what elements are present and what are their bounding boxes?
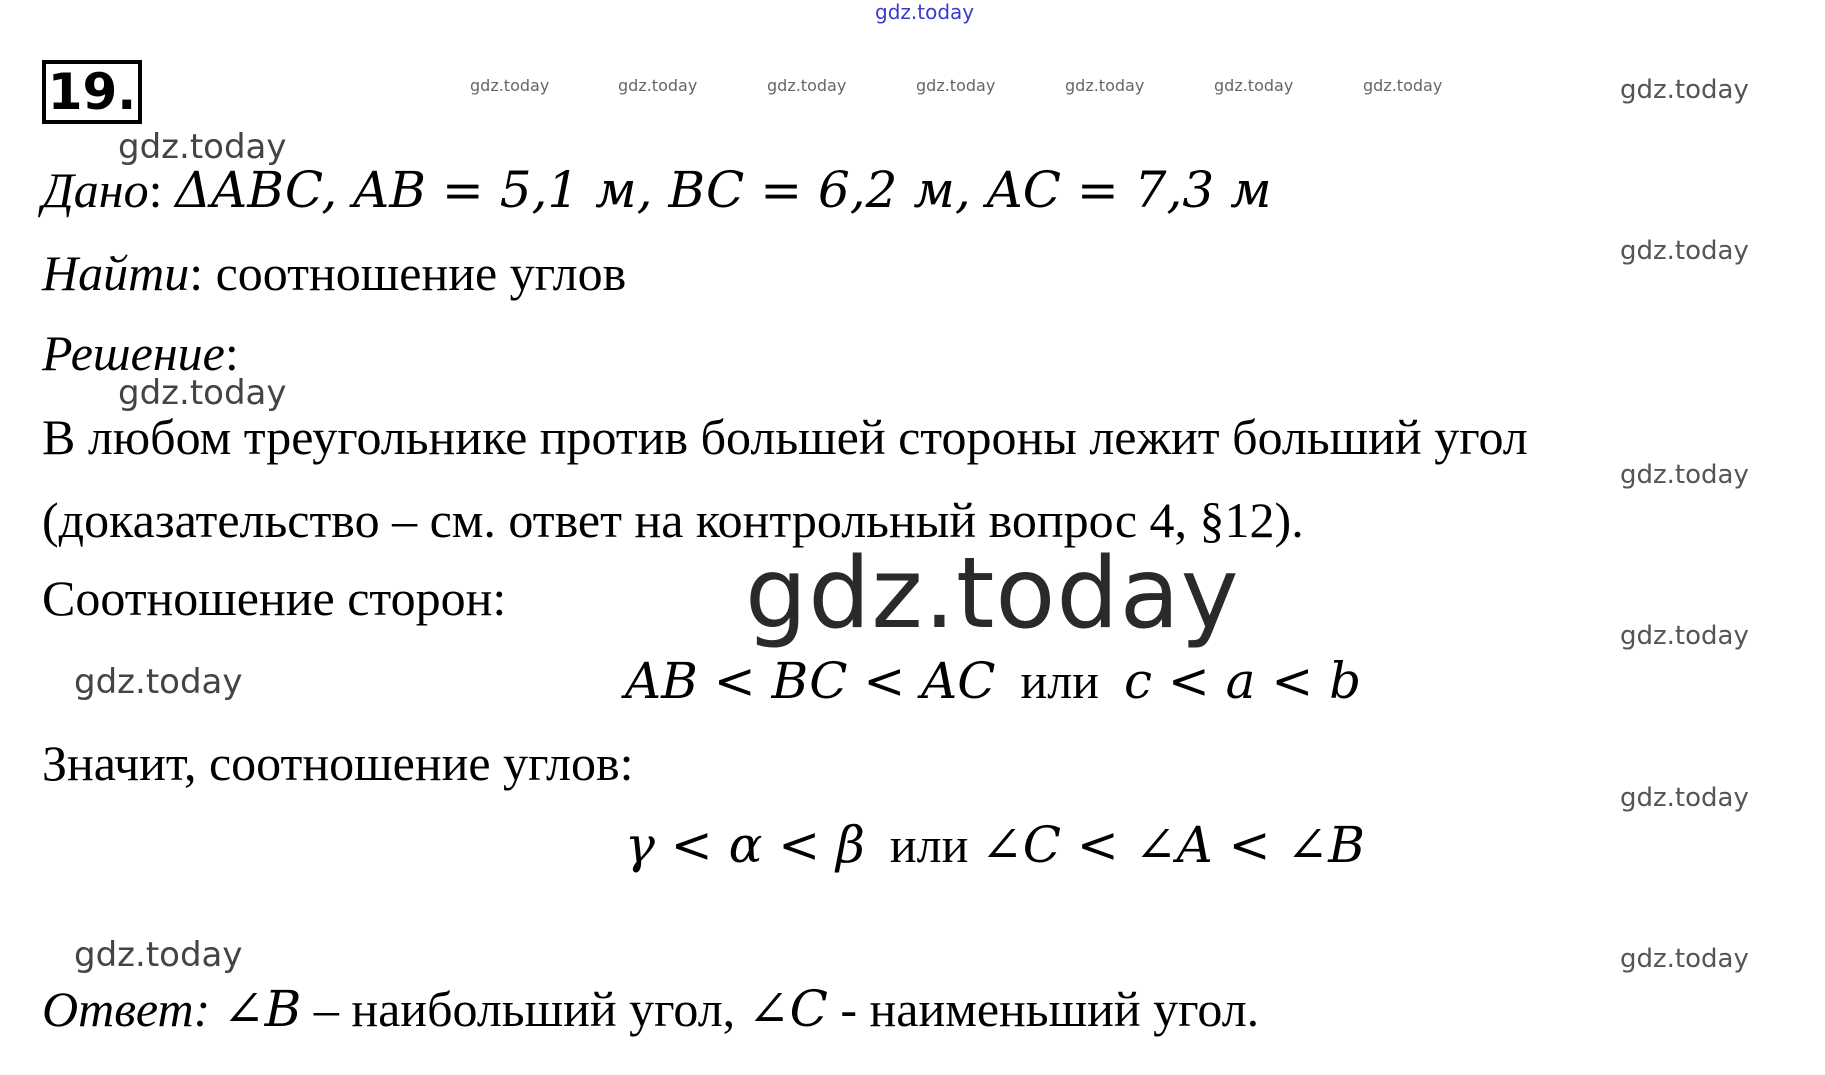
answer-text-2: - наименьший угол. bbox=[840, 981, 1260, 1037]
angles-formula-symbols: ∠C < ∠A < ∠B bbox=[980, 816, 1366, 874]
watermark-top: gdz.today bbox=[875, 0, 975, 24]
find-label: Найти bbox=[42, 245, 190, 301]
watermark-right-3: gdz.today bbox=[1620, 460, 1749, 490]
watermark-left-3: gdz.today bbox=[74, 662, 243, 702]
answer-angle-c: ∠C bbox=[747, 980, 828, 1038]
watermark-left-2: gdz.today bbox=[118, 373, 287, 413]
find-line bbox=[42, 245, 627, 301]
watermark-right-5: gdz.today bbox=[1620, 783, 1749, 813]
angles-label: Значит, соотношение углов: bbox=[42, 735, 634, 791]
watermark-row-6: gdz.today bbox=[1214, 76, 1294, 95]
watermark-row-5: gdz.today bbox=[1065, 76, 1145, 95]
watermark-center-large: gdz.today bbox=[745, 537, 1240, 651]
given-label: Дано bbox=[42, 162, 149, 218]
problem-number: 19. bbox=[42, 60, 142, 124]
given-colon: : bbox=[148, 162, 163, 218]
answer-text-1: – наибольший угол, bbox=[313, 981, 736, 1037]
watermark-right-4: gdz.today bbox=[1620, 621, 1749, 651]
watermark-right-6: gdz.today bbox=[1620, 944, 1749, 974]
solution-colon: : bbox=[224, 325, 239, 381]
angles-formula bbox=[625, 816, 1366, 874]
watermark-left-1: gdz.today bbox=[118, 127, 287, 167]
watermark-row-1: gdz.today bbox=[470, 76, 550, 95]
angles-or: или bbox=[889, 817, 969, 873]
solution-label: Решение bbox=[42, 325, 225, 381]
watermark-left-4: gdz.today bbox=[74, 935, 243, 975]
sides-formula-lowercase: c < a < b bbox=[1123, 652, 1362, 710]
watermark-row-4: gdz.today bbox=[916, 76, 996, 95]
watermark-row-3: gdz.today bbox=[767, 76, 847, 95]
solution-text-line-1: В любом треугольнике против большей стороны лежит больший угол bbox=[42, 409, 1528, 465]
answer-line bbox=[42, 980, 1260, 1038]
watermark-right-2: gdz.today bbox=[1620, 236, 1749, 266]
find-text: : соотношение углов bbox=[189, 245, 627, 301]
angles-formula-greek: γ < α < β bbox=[625, 816, 865, 874]
sides-formula-letters: AB < BC < AC bbox=[625, 652, 996, 710]
watermark-row-7: gdz.today bbox=[1363, 76, 1443, 95]
sides-formula bbox=[625, 652, 1362, 710]
watermark-row-2: gdz.today bbox=[618, 76, 698, 95]
watermark-right-1: gdz.today bbox=[1620, 75, 1749, 105]
answer-angle-b: ∠B bbox=[222, 980, 302, 1038]
given-text: ΔABC, AB = 5,1 м, BC = 6,2 м, AC = 7,3 м bbox=[175, 161, 1272, 219]
given-line bbox=[42, 161, 1272, 219]
sides-label: Соотношение сторон: bbox=[42, 570, 507, 626]
solution-text-line-2: (доказательство – см. ответ на контрольный вопрос 4, §12). bbox=[42, 492, 1304, 548]
sides-or: или bbox=[1020, 653, 1099, 709]
solution-line bbox=[42, 325, 239, 381]
answer-label: Ответ: bbox=[42, 981, 211, 1037]
